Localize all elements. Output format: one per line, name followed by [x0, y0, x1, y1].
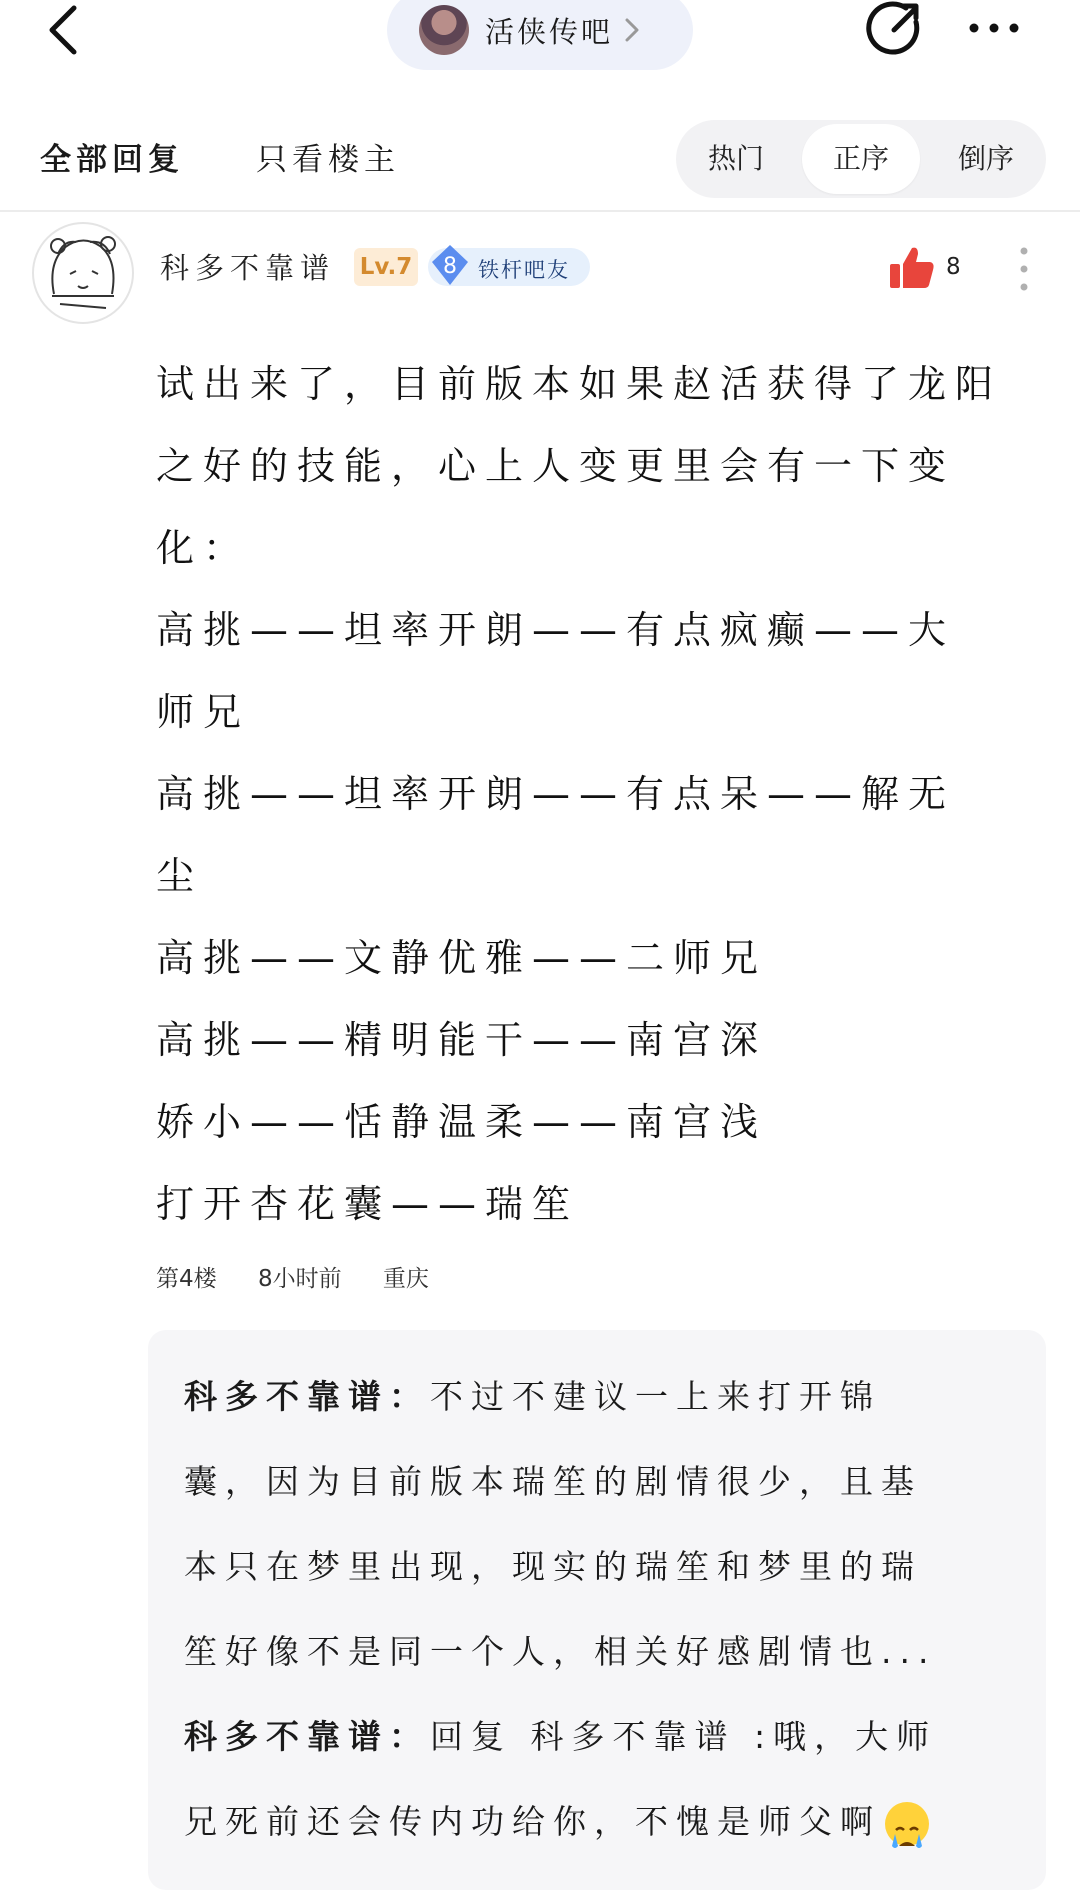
avatar[interactable] — [32, 222, 134, 324]
reply-line: 本只在梦里出现，现实的瑞笙和梦里的瑞 — [184, 1547, 922, 1586]
post-location: 重庆 — [382, 1266, 429, 1292]
sort-ascending[interactable]: 正序 — [802, 124, 920, 194]
share-icon[interactable] — [866, 0, 924, 58]
chevron-right-icon — [623, 16, 641, 44]
post-content — [156, 343, 1056, 1245]
back-icon[interactable] — [42, 2, 92, 62]
reply-author[interactable]: 科多不靠谱： — [184, 1377, 430, 1416]
like-count: 8 — [946, 254, 961, 280]
post-line: 打开杏花囊——瑞笙 — [156, 1182, 580, 1226]
reply-list — [184, 1354, 1034, 1864]
more-horizontal-icon[interactable] — [966, 8, 1022, 48]
member-level: 8 — [443, 254, 457, 279]
more-vertical-icon[interactable] — [1012, 244, 1036, 294]
reply-text: 回复 科多不靠谱 :哦，大师 — [430, 1717, 938, 1756]
post-line: 师兄 — [156, 690, 251, 734]
avatar-sketch — [34, 224, 132, 322]
author-name[interactable]: 科多不靠谱 — [160, 251, 336, 285]
reply-line[interactable] — [184, 1354, 1034, 1439]
post-line: 之好的技能，心上人变更里会有一下变 — [156, 444, 956, 488]
crying-face-icon — [885, 1802, 929, 1846]
sort-segmented-control — [676, 120, 1046, 198]
reply-line: 笙好像不是同一个人，相关好感剧情也... — [184, 1632, 937, 1671]
top-bar — [0, 0, 1080, 80]
post-line: 高挑——精明能干——南宫深 — [156, 1018, 768, 1062]
diamond-badge-icon — [428, 242, 472, 288]
forum-name: 活侠传吧 — [485, 14, 614, 49]
member-title: 铁杆吧友 — [478, 258, 570, 282]
post-line: 化： — [156, 526, 251, 570]
reply-line[interactable] — [184, 1694, 1034, 1779]
post-line: 高挑——坦率开朗——有点呆——解无 — [156, 772, 956, 816]
level-badge: Lv.7 — [354, 248, 418, 286]
member-badge — [428, 248, 590, 286]
sort-hot[interactable]: 热门 — [707, 142, 764, 175]
thumbs-up-icon[interactable] — [888, 244, 936, 292]
sub-replies[interactable] — [148, 1330, 1046, 1890]
post-time: 8小时前 — [257, 1266, 342, 1292]
tab-all-replies[interactable]: 全部回复 — [40, 142, 184, 178]
divider — [0, 210, 1080, 212]
sort-descending[interactable]: 倒序 — [957, 142, 1014, 175]
reply-text: 不过不建议一上来打开锦 — [430, 1377, 881, 1416]
post-line: 高挑——文静优雅——二师兄 — [156, 936, 768, 980]
filter-row — [0, 100, 1080, 210]
forum-avatar — [419, 5, 469, 55]
post-line: 尘 — [156, 854, 204, 898]
post-line: 娇小——恬静温柔——南宫浅 — [156, 1100, 768, 1144]
post-line: 试出来了，目前版本如果赵活获得了龙阳 — [156, 362, 1003, 406]
forum-pill[interactable] — [387, 0, 693, 70]
post-meta — [156, 1260, 463, 1293]
reply-line: 囊，因为目前版本瑞笙的剧情很少，且基 — [184, 1462, 922, 1501]
reply-text: 兄死前还会传内功给你，不愧是师父啊 — [184, 1802, 881, 1841]
floor-number: 第4楼 — [156, 1266, 217, 1292]
tab-op-only[interactable]: 只看楼主 — [256, 142, 400, 178]
reply-line — [184, 1779, 1034, 1864]
reply-author[interactable]: 科多不靠谱： — [184, 1717, 430, 1756]
post-line: 高挑——坦率开朗——有点疯癫——大 — [156, 608, 956, 652]
